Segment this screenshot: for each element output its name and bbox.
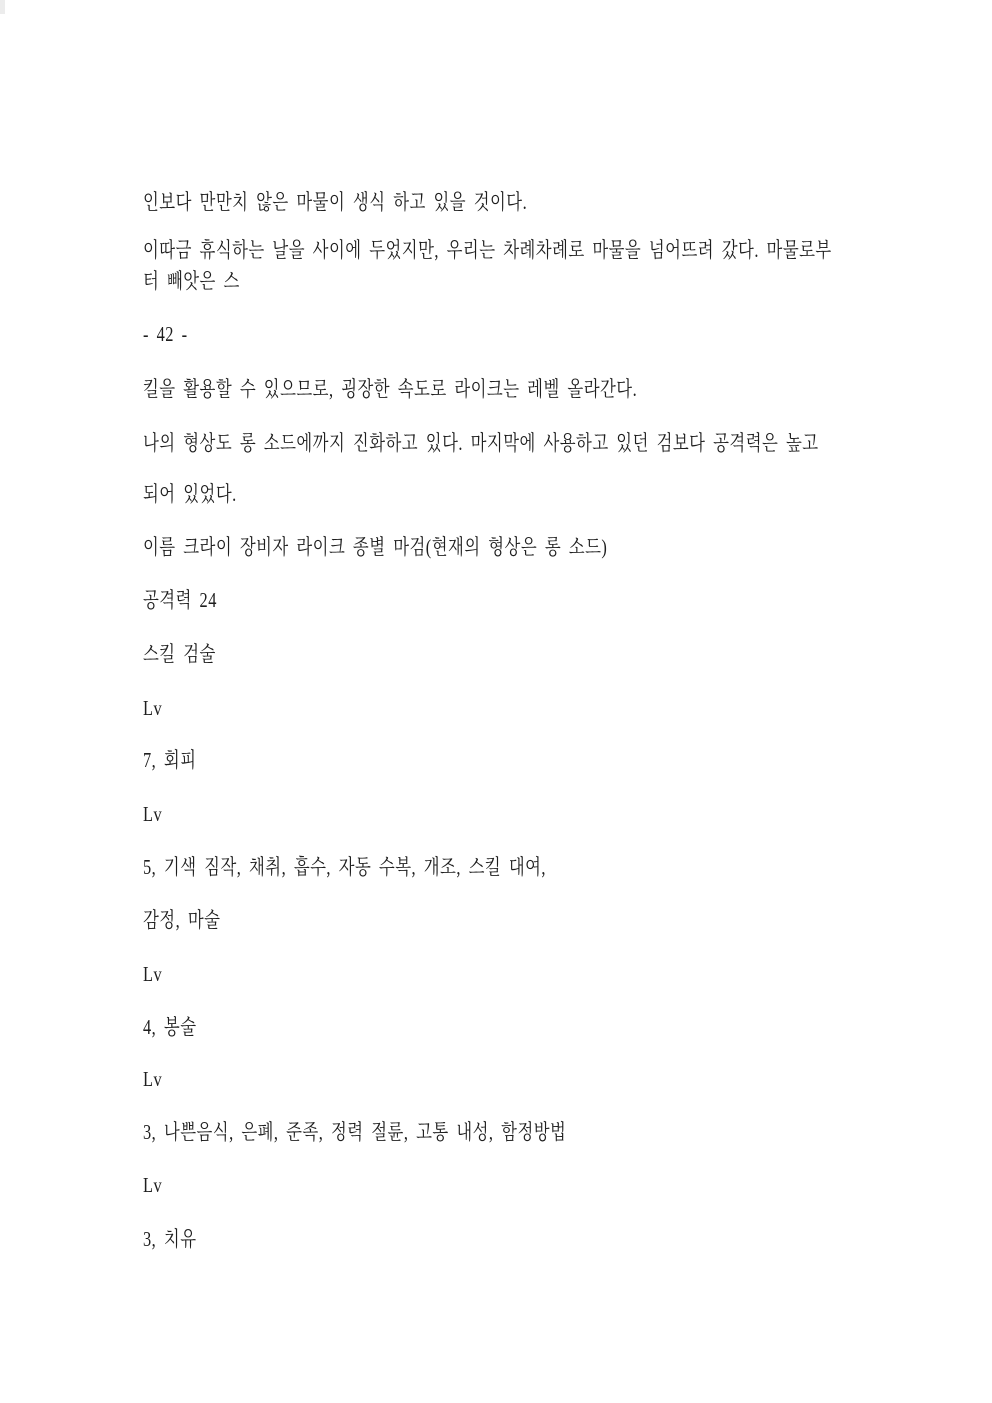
paragraph-line: 되어 있었다. bbox=[143, 482, 237, 506]
status-line: 감정, 마술 bbox=[143, 908, 221, 932]
status-line: 3, 나쁜음식, 은폐, 준족, 정력 절륜, 고통 내성, 함정방법 bbox=[143, 1120, 567, 1144]
status-line: 4, 봉술 bbox=[143, 1015, 197, 1039]
paragraph-line: 인보다 만만치 않은 마물이 생식 하고 있을 것이다. bbox=[143, 190, 528, 214]
paragraph-line: 킬을 활용할 수 있으므로, 굉장한 속도로 라이크는 레벨 올라간다. bbox=[143, 377, 638, 401]
status-line: Lv bbox=[143, 1067, 163, 1091]
paragraph-line: 터 빼앗은 스 bbox=[143, 269, 240, 293]
status-line: 3, 치유 bbox=[143, 1227, 197, 1251]
status-line: 스킬 검술 bbox=[143, 642, 216, 666]
page-number: - 42 - bbox=[143, 322, 188, 346]
corner-artifact bbox=[0, 0, 5, 14]
status-line: Lv bbox=[143, 696, 163, 720]
status-line: Lv bbox=[143, 802, 163, 826]
paragraph-line: 나의 형상도 롱 소드에까지 진화하고 있다. 마지막에 사용하고 있던 검보다 공격력은 높고 bbox=[143, 431, 819, 455]
status-line: 5, 기색 짐작, 채취, 흡수, 자동 수복, 개조, 스킬 대여, bbox=[143, 855, 546, 879]
paragraph-line: 이따금 휴식하는 날을 사이에 두었지만, 우리는 차례차례로 마물을 넘어뜨려 갔다. 마물로부 bbox=[143, 238, 832, 262]
status-line: Lv bbox=[143, 962, 163, 986]
status-line: 이름 크라이 장비자 라이크 종별 마검(현재의 형상은 롱 소드) bbox=[143, 535, 608, 559]
status-line: 7, 회피 bbox=[143, 748, 197, 772]
status-line: 공격력 24 bbox=[143, 588, 217, 612]
status-line: Lv bbox=[143, 1173, 163, 1197]
